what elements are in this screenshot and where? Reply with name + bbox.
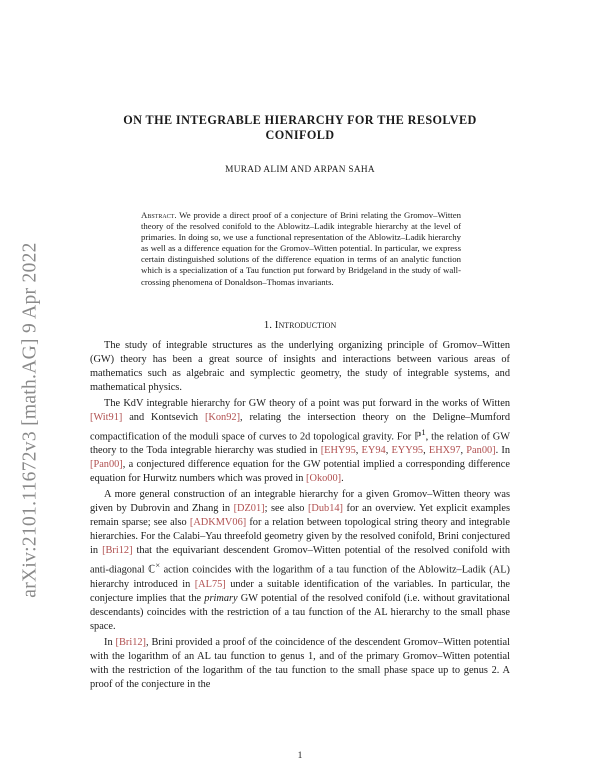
paragraph-1: The study of integrable structures as the underlying organizing principle of Gromov–Witten (GW) theory has been a great source of insights and interactions between various areas of mathematics such as algebraic and symplectic geometry, the study of integrable systems, and mathematical physics. <box>90 340 510 393</box>
citation-adkmv06[interactable]: [ADKMV06] <box>189 517 247 529</box>
paper-authors: MURAD ALIM AND ARPAN SAHA <box>225 165 375 175</box>
citation-dub14[interactable]: [Dub14] <box>307 503 343 515</box>
citation-bri12b[interactable]: [Bri12] <box>115 636 146 648</box>
paragraph-2: The KdV integrable hierarchy for GW theory of a point was put forward in the works of Witten [Wit91] and Kontsevich [Kon92], relating the intersection theory on the Deligne–Mumford compactification of the moduli space of curves to 2d topological gravity. For ℙ$^1$, the relation of GW theory to the Toda integrable hierarchy was studied in [EHY95, EY94, EYY95, EHX97, Pan00]. In [Pan00], a conjectured difference equation for the GW potential implied a corresponding difference equation for Hurwitz numbers which was proved in [Oko00]. <box>90 398 511 485</box>
citation-pan00[interactable]: Pan00] <box>466 445 496 457</box>
paragraph-4: In [Bri12], Brini provided a proof of the coincidence of the descendent Gromov–Witten potential with the logarithm of an AL tau function to genus 1, and of the primary Gromov–Witten potential with the restriction of the logarithm of the tau function to the small phase space up to genus 2. A proof of the conjecture in the <box>90 636 510 690</box>
abstract-label: Abstract. <box>141 210 177 220</box>
citation-dz01[interactable]: [DZ01] <box>233 503 265 515</box>
paper-title: ON THE INTEGRABLE HIERARCHY FOR THE RESOLVED CONIFOLD <box>123 113 477 142</box>
citation-eyy95[interactable]: EYY95 <box>391 445 424 457</box>
citation-ey94[interactable]: EY94 <box>361 445 386 457</box>
arxiv-stamp-text: arXiv:2101.11672v3 [math.AG] 9 Apr 2022 <box>20 242 41 598</box>
arxiv-stamp <box>13 210 49 630</box>
citation-ehx97[interactable]: EHX97 <box>428 445 461 457</box>
abstract <box>141 210 461 288</box>
abstract-text: We provide a direct proof of a conjecture of Brini relating the Gromov–Witten theory of the resolved conifold to the Ablowitz–Ladik integrable hierarchy at the level of primaries. In doing so, we use a functional representation of the Ablowitz–Ladik hierarchy as well as a difference equation for the Gromov–Witten potential. In particular, we express certain distinguished solutions of the difference equation in terms of an analytic function which is a specialization of a Tau function put forward by Bridgeland in the study of wall-crossing phenomena of Donaldson–Thomas invariants. <box>141 210 461 287</box>
citation-wit91[interactable]: [Wit91] <box>90 412 123 423</box>
page-number: 1 <box>297 751 303 761</box>
citation-kon92[interactable]: [Kon92] <box>204 412 241 423</box>
section-heading: 1. Introduction <box>263 319 337 331</box>
citation-al75[interactable]: [AL75] <box>194 578 226 590</box>
paragraph-3: A more general construction of an integrable hierarchy for a given Gromov–Witten theory was given by Dubrovin and Zhang in [DZ01]; see also [Dub14] for an overview. Yet explicit examples remain sparse; see also [ADKMV06] for a relation between topological string theory and integrable hierarchies. For the Calabi–Yau threefold geometry given by the resolved conifold, Brini conjectured in [Bri12] that the equivariant descendent Gromov–Witten potential of the resolved conifold with anti-diagonal ℂ× action coincides with the logarithm of a tau function of the Ablowitz–Ladik (AL) hierarchy introduced in [AL75] under a suitable identification of the variables. In particular, the conjecture implies that the primary GW potential of the resolved conifold (i.e. without gravitational descendants) coincides with the restriction of a tau function of the AL hierarchy to the small phase space. <box>90 489 511 632</box>
citation-ehy95[interactable]: [EHY95 <box>320 445 356 457</box>
citation-bri12[interactable]: [Bri12] <box>102 545 133 557</box>
citation-pan00b[interactable]: [Pan00] <box>90 459 123 471</box>
citation-oko00[interactable]: [Oko00] <box>306 473 342 485</box>
body-text <box>90 339 510 694</box>
